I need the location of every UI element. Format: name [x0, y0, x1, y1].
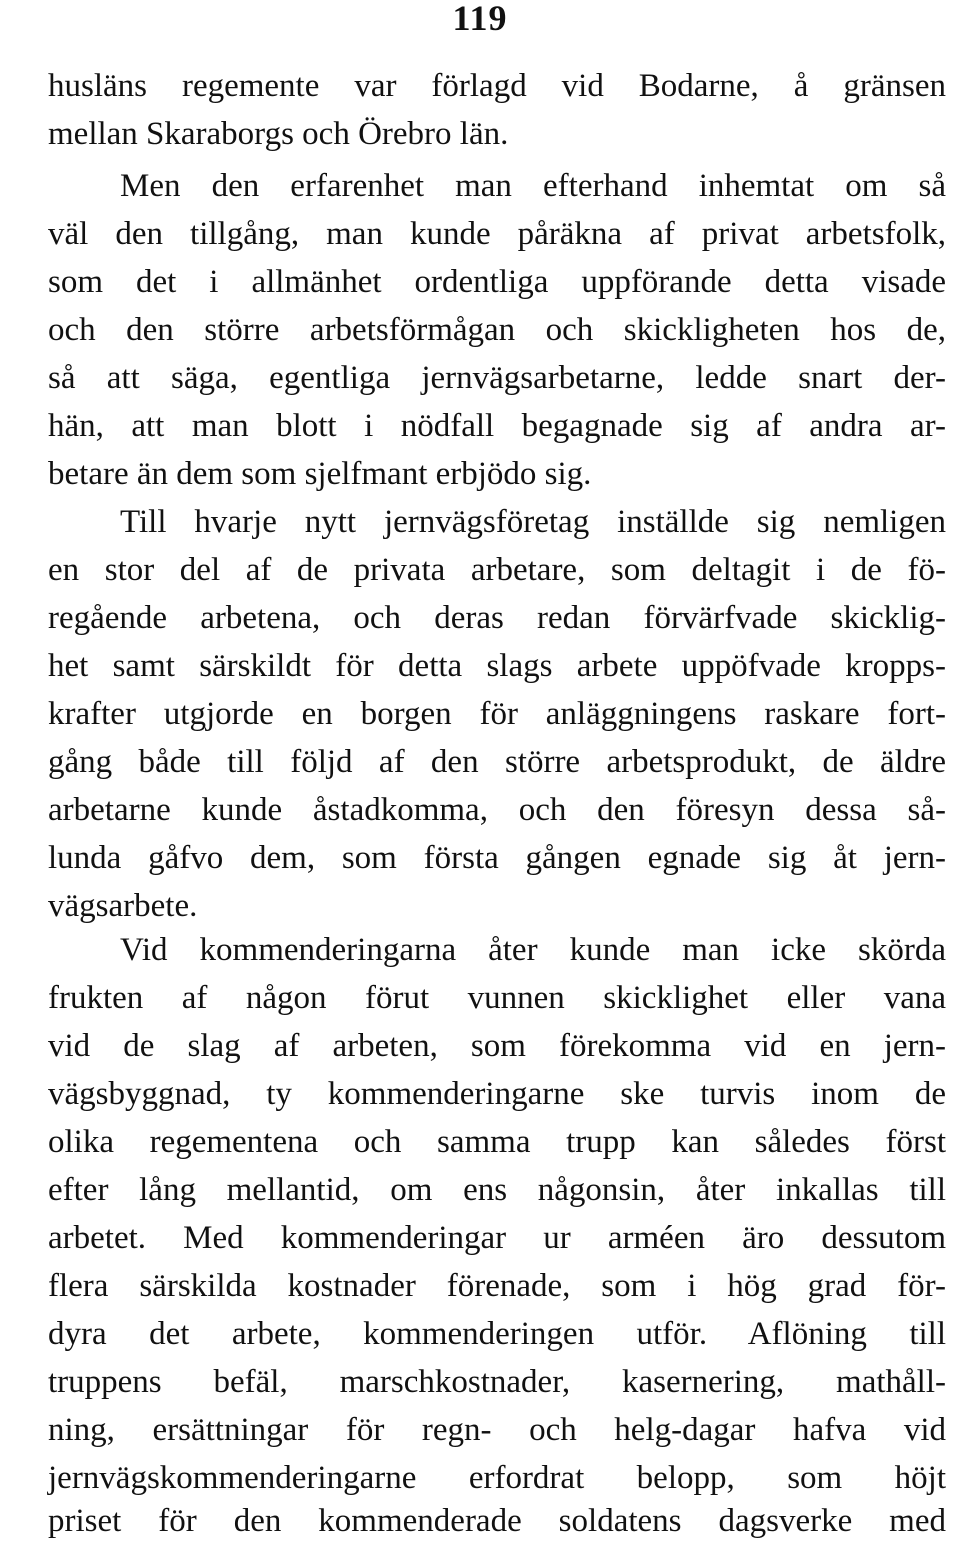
text-line: ning, ersättningar för regn- och helg-dagar hafva vid [48, 1412, 946, 1448]
text-line: arbetarne kunde åstadkomma, och den föresyn dessa så- [48, 792, 946, 828]
text-line: het samt särskildt för detta slags arbete uppöfvade kropps- [48, 648, 946, 684]
text-line: mellan Skaraborgs och Örebro län. [48, 116, 509, 152]
page-number: 119 [452, 0, 508, 38]
text-line: Men den erfarenhet man efterhand inhemtat om så [120, 168, 946, 204]
text-line: dyra det arbete, kommenderingen utför. Aflöning till [48, 1316, 946, 1352]
text-line: hän, att man blott i nödfall begagnade sig af andra ar- [48, 408, 946, 444]
text-line: lunda gåfvo dem, som första gången egnade sig åt jern- [48, 840, 946, 876]
text-line: Till hvarje nytt jernvägsföretag inställde sig nemligen [120, 504, 946, 540]
text-line: krafter utgjorde en borgen för anläggningens raskare fort- [48, 696, 946, 732]
text-line: och den större arbetsförmågan och skickligheten hos de, [48, 312, 946, 348]
text-line: Vid kommenderingarna åter kunde man icke skörda [120, 932, 946, 968]
text-line: flera särskilda kostnader förenade, som i hög grad för- [48, 1268, 946, 1304]
text-line: priset för den kommenderade soldatens dagsverke med [48, 1503, 946, 1539]
text-line: väl den tillgång, man kunde påräkna af privat arbetsfolk, [48, 216, 946, 252]
text-line: jernvägskommenderingarne erfordrat belopp, som höjt [48, 1460, 946, 1496]
text-line: en stor del af de privata arbetare, som deltagit i de fö- [48, 552, 946, 588]
text-line: regående arbetena, och deras redan förvärfvade skicklig- [48, 600, 946, 636]
text-line: vägsarbete. [48, 888, 198, 924]
text-line: olika regementena och samma trupp kan således först [48, 1124, 946, 1160]
text-line: arbetet. Med kommenderingar ur arméen äro dessutom [48, 1220, 946, 1256]
text-line: efter lång mellantid, om ens någonsin, åter inkallas till [48, 1172, 946, 1208]
text-line: betare än dem som sjelfmant erbjödo sig. [48, 456, 592, 492]
text-line: truppens befäl, marschkostnader, kasernering, mathåll- [48, 1364, 946, 1400]
text-line: vägsbyggnad, ty kommenderingarne ske turvis inom de [48, 1076, 946, 1112]
text-line: så att säga, egentliga jernvägsarbetarne, ledde snart der- [48, 360, 946, 396]
text-line: som det i allmänhet ordentliga uppförande detta visade [48, 264, 946, 300]
text-line: husläns regemente var förlagd vid Bodarne, å gränsen [48, 68, 946, 104]
text-line: gång både till följd af den större arbetsprodukt, de äldre [48, 744, 946, 780]
text-line: frukten af någon förut vunnen skicklighet eller vana [48, 980, 946, 1016]
text-line: vid de slag af arbeten, som förekomma vid en jern- [48, 1028, 946, 1064]
